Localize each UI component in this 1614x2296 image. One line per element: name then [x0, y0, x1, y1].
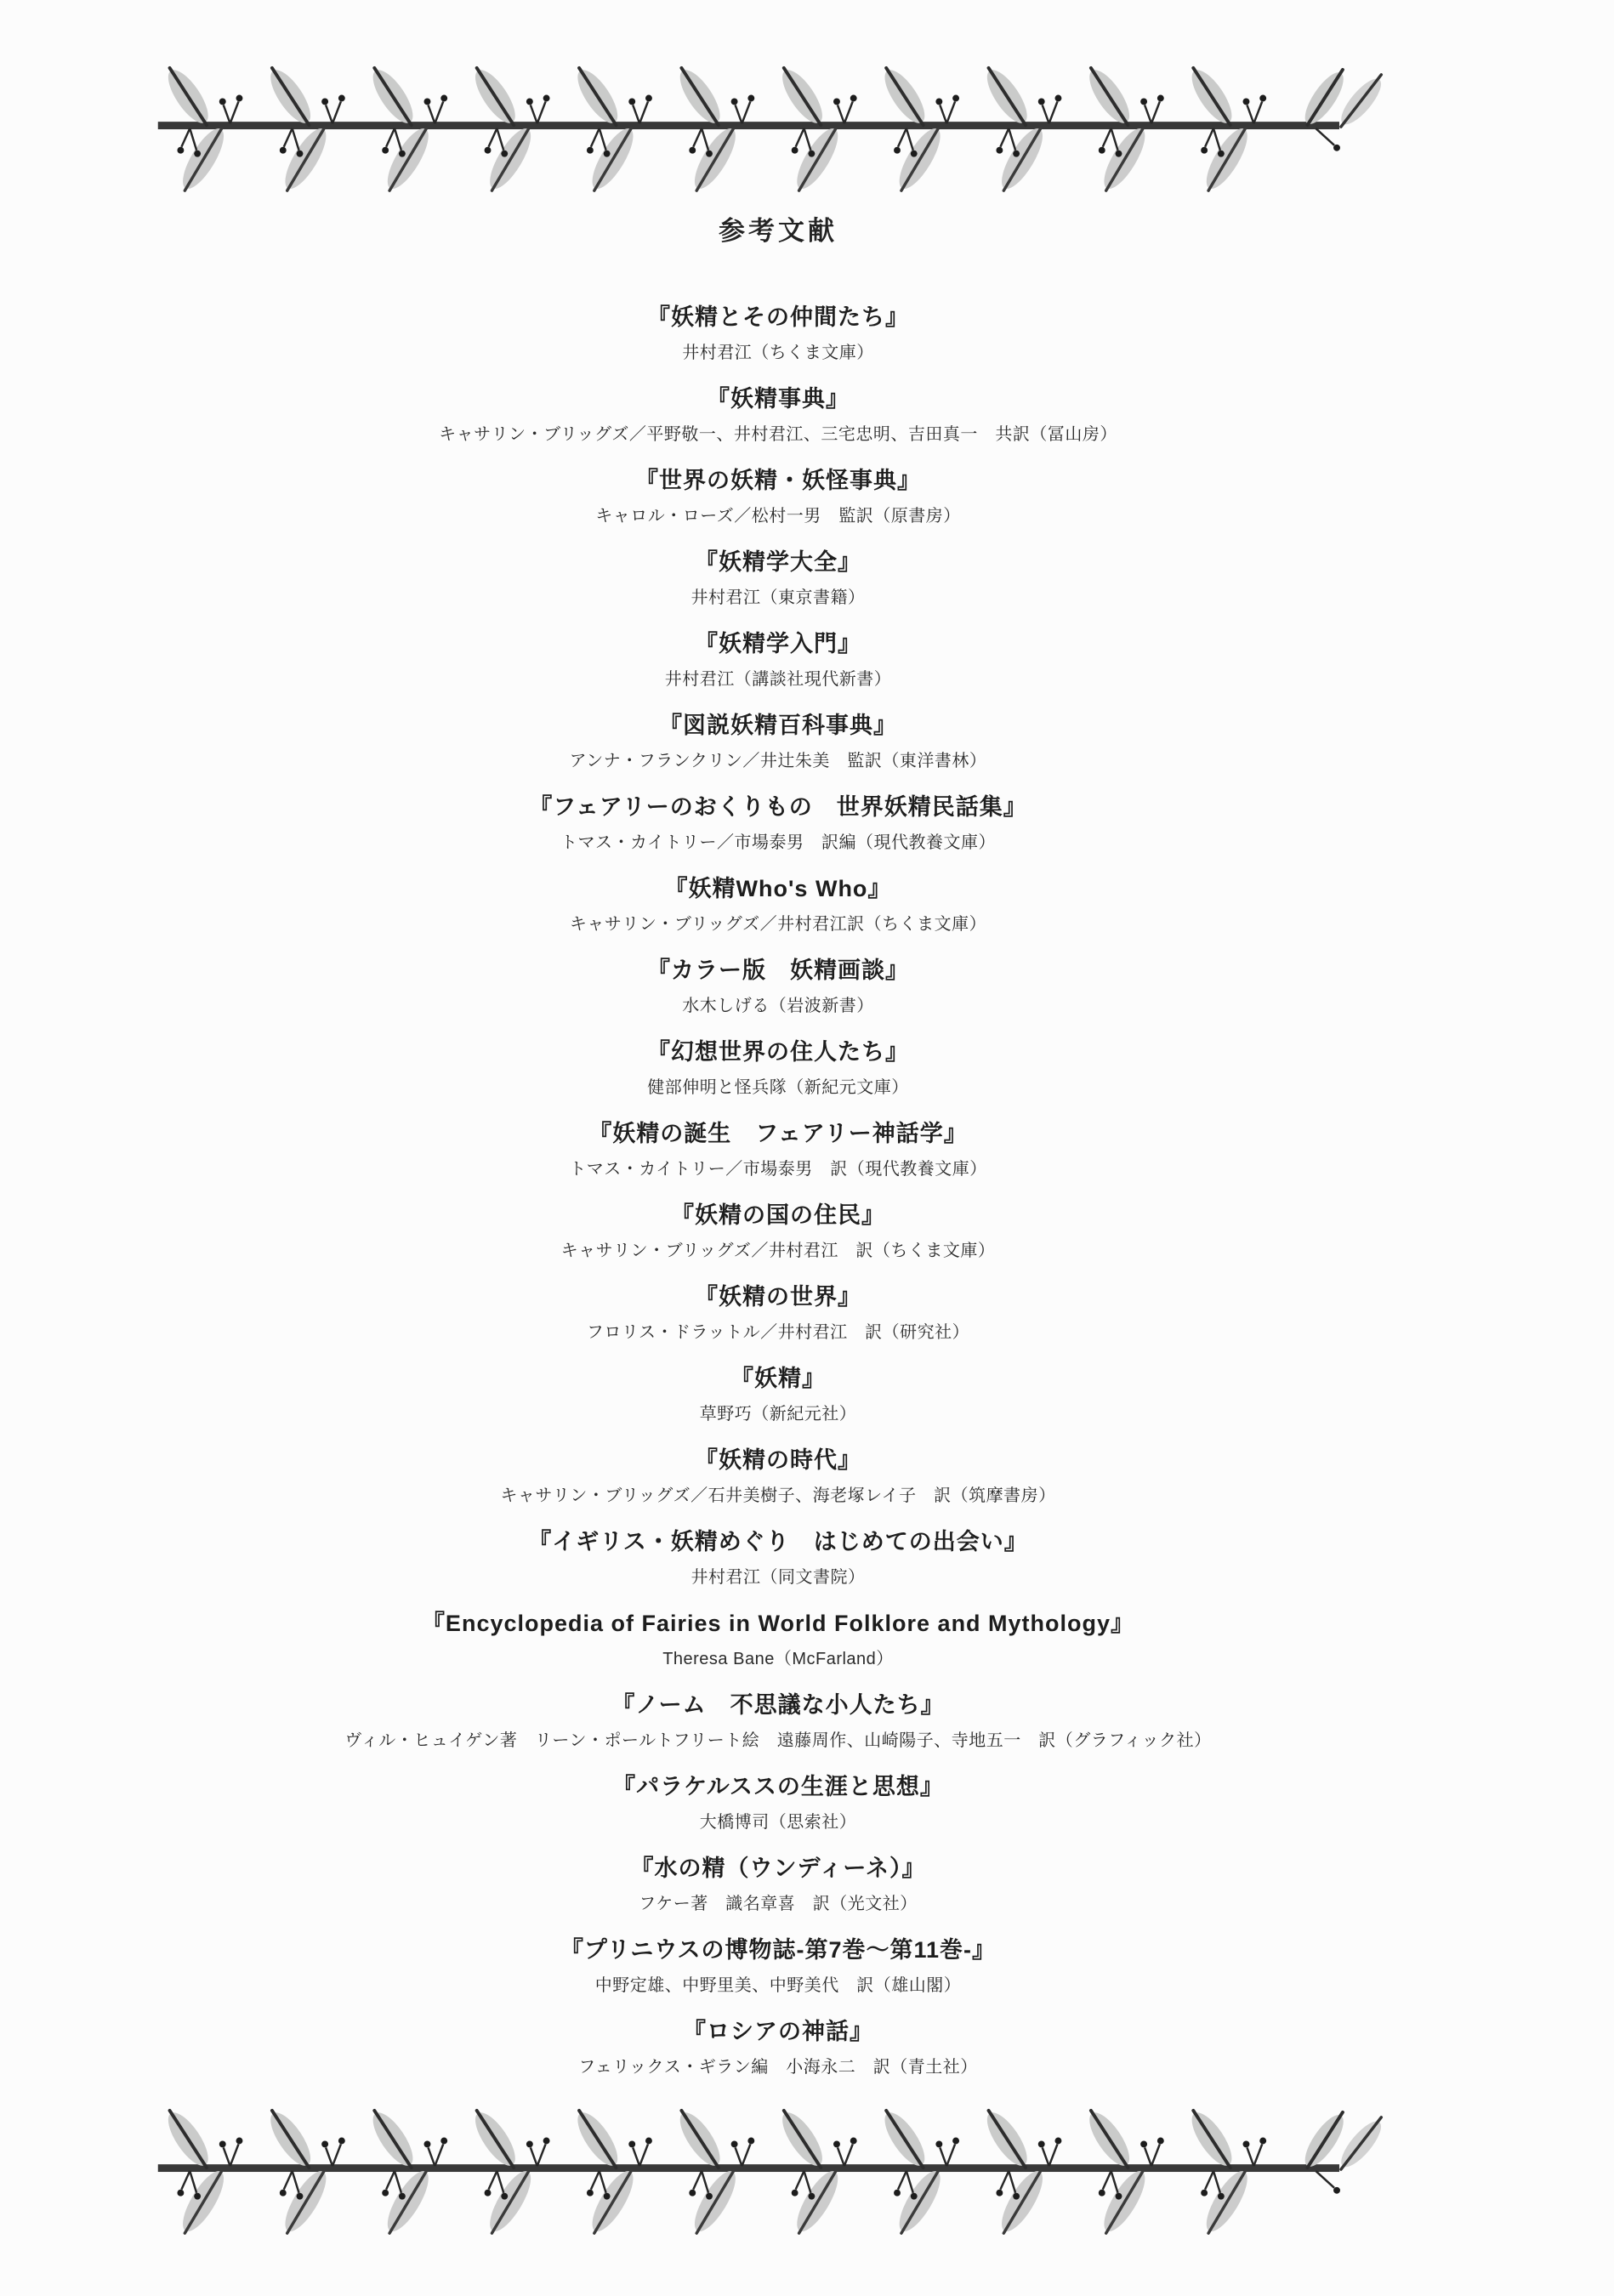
- book-title: 『妖精Who's Who』: [664, 876, 892, 901]
- book-title: 『世界の妖精・妖怪事典』: [635, 468, 921, 493]
- bibliography-entry: [0, 1116, 1556, 1187]
- bibliography-entry: [0, 871, 1556, 942]
- book-credit: 井村君江（ちくま文庫）: [682, 344, 874, 362]
- book-title: 『妖精の時代』: [695, 1447, 861, 1473]
- book-title: 『妖精』: [730, 1366, 826, 1391]
- book-credit: フェリックス・ギラン編 小海永二 訳（青土社）: [578, 2058, 978, 2077]
- book-credit: 井村君江（講談社現代新書）: [664, 670, 892, 689]
- book-credit: キャサリン・ブリッグズ／井村君江訳（ちくま文庫）: [569, 915, 987, 934]
- book-credit: 健部伸明と怪兵隊（新紀元文庫）: [647, 1078, 909, 1097]
- book-credit: キャサリン・ブリッグズ／井村君江 訳（ちくま文庫）: [560, 1242, 996, 1260]
- book-credit: 大橋博司（思索社）: [699, 1813, 857, 1832]
- book-credit: トマス・カイトリー／市場泰男 訳編（現代教養文庫）: [560, 833, 996, 852]
- bibliography-entry: [0, 1361, 1556, 1432]
- bibliography-entry: [0, 789, 1556, 861]
- book-credit: ヴィル・ヒュイゲン著 リーン・ポールトフリート絵 遠藤周作、山崎陽子、寺地五一 訳（グラフィック社）: [344, 1731, 1212, 1750]
- bibliography-entry: [0, 299, 1556, 371]
- book-title: 『パラケルススの生涯と思想』: [612, 1774, 944, 1799]
- book-title: 『妖精学大全』: [695, 549, 861, 575]
- book-title: 『ロシアの神話』: [683, 2019, 873, 2044]
- book-credit: 草野巧（新紀元社）: [699, 1405, 857, 1424]
- book-title: 『Encyclopedia of Fairies in World Folklore and Mythology』: [421, 1611, 1135, 1636]
- bibliography-entry: [0, 1932, 1556, 2003]
- bibliography-entry: [0, 1279, 1556, 1350]
- book-title: 『フェアリーのおくりもの 世界妖精民話集』: [529, 794, 1027, 820]
- book-title: 『妖精の世界』: [695, 1284, 861, 1310]
- bibliography-entry: [0, 1769, 1556, 1840]
- leaf-branch-border-top-icon: [143, 65, 1401, 199]
- bibliography-entry: [0, 381, 1556, 452]
- bibliography-entry: [0, 2014, 1556, 2085]
- bibliography-entry: [0, 1197, 1556, 1269]
- book-title: 『妖精の誕生 フェアリー神話学』: [588, 1121, 968, 1146]
- book-credit: フロリス・ドラットル／井村君江 訳（研究社）: [586, 1323, 970, 1342]
- book-title: 『カラー版 妖精画談』: [647, 958, 909, 983]
- book-credit: キャロル・ローズ／松村一男 監訳（原書房）: [595, 507, 961, 526]
- bibliography-content: [0, 214, 1556, 2095]
- book-credit: キャサリン・ブリッグズ／平野敬一、井村君江、三宅忠明、吉田真一 共訳（冨山房）: [439, 425, 1117, 444]
- book-title: 『妖精とその仲間たち』: [647, 304, 909, 330]
- book-title: 『妖精事典』: [707, 386, 850, 412]
- book-credit: トマス・カイトリー／市場泰男 訳（現代教養文庫）: [569, 1160, 987, 1179]
- bibliography-entry: [0, 1034, 1556, 1105]
- book-title: 『ノーム 不思議な小人たち』: [611, 1692, 945, 1718]
- book-credit: 水木しげる（岩波新書）: [682, 997, 874, 1015]
- book-credit: Theresa Bane（McFarland）: [662, 1650, 894, 1668]
- leaf-branch-border-bottom-icon: [143, 2107, 1401, 2242]
- book-credit: 井村君江（同文書院）: [690, 1568, 866, 1587]
- book-title: 『プリニウスの博物誌-第7巻～第11巻-』: [560, 1937, 997, 1963]
- bibliography-entry: [0, 1850, 1556, 1922]
- bibliography-entry: [0, 708, 1556, 779]
- book-credit: 中野定雄、中野里美、中野美代 訳（雄山閣）: [594, 1976, 962, 1995]
- book-title: 『妖精学入門』: [695, 631, 861, 656]
- bibliography-entry: [0, 1687, 1556, 1759]
- book-title: 『イギリス・妖精めぐり はじめての出会い』: [528, 1529, 1028, 1554]
- bibliography-entry: [0, 1605, 1556, 1677]
- book-title: 『幻想世界の住人たち』: [647, 1039, 909, 1065]
- bibliography-entry: [0, 952, 1556, 1024]
- bibliography-entry: [0, 1524, 1556, 1595]
- book-credit: 井村君江（東京書籍）: [690, 588, 866, 607]
- book-credit: キャサリン・ブリッグズ／石井美樹子、海老塚レイ子 訳（筑摩書房）: [500, 1486, 1056, 1505]
- bibliography-entry: [0, 1442, 1556, 1514]
- bibliography-entry: [0, 544, 1556, 616]
- bibliography-entry: [0, 463, 1556, 534]
- book-credit: フケー著 識名章喜 訳（光文社）: [639, 1895, 918, 1913]
- book-title: 『妖精の国の住民』: [671, 1202, 885, 1228]
- book-title: 『図説妖精百科事典』: [659, 713, 897, 738]
- book-credit: アンナ・フランクリン／井辻朱美 監訳（東洋書林）: [569, 752, 987, 770]
- book-title: 『水の精（ウンディーネ）』: [630, 1856, 926, 1881]
- page-title: 参考文献: [719, 216, 838, 246]
- bibliography-entry: [0, 626, 1556, 697]
